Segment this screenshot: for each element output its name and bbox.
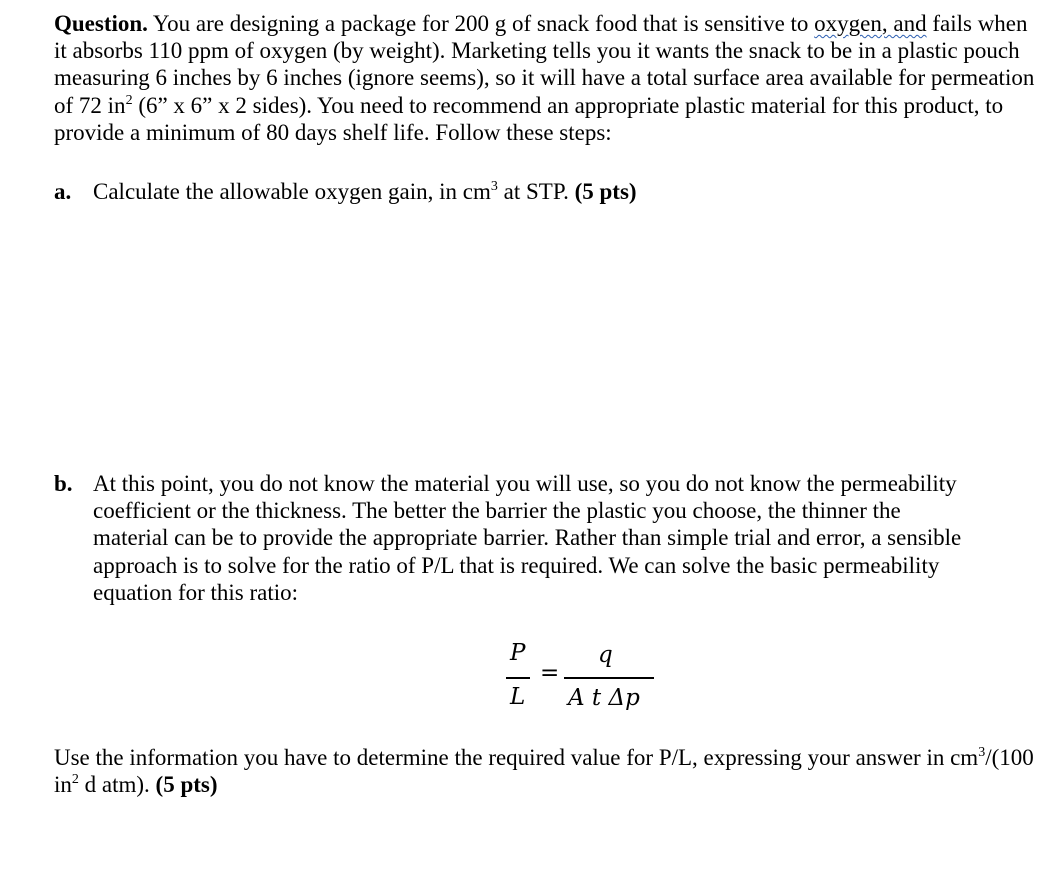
followup-text-3: d atm). [78,772,156,798]
question-text-2: fails when it absorbs 110 ppm of oxygen (by weight). Marketing tells you it wants the snack to be in a plastic pouch measuring 6 inches by 6 inches (ignore seems), so it will have a total surface area available for permeation of 72 in [54,11,1035,118]
followup-points: (5 pts) [155,772,218,798]
part-b [54,470,973,606]
part-a [54,178,1052,205]
equation-a-t-delta-p: A t Δp [568,685,640,711]
spellcheck-underlined-text: oxygen, and [814,11,927,36]
equation-lhs-fraction-bar [506,677,530,679]
question-text-1: You are designing a package for 200 g of snack food that is sensitive to [147,11,815,36]
followup-text-1: Use the information you have to determine the required value for P/L, expressing your answer in cm [54,745,979,770]
part-a-text-1: Calculate the allowable oxygen gain, in cm [93,179,491,204]
followup-text-2: /(100 in [54,745,1034,798]
followup-paragraph [54,744,1044,798]
equation-q: q [598,642,613,668]
superscript-2: 2 [125,92,133,108]
followup-superscript-2: 2 [71,772,79,788]
part-a-points: (5 pts) [574,179,637,204]
question-text-3: (6” x 6” x 2 sides). You need to recommend an appropriate plastic material for this product, to provide a minimum of 80 days shelf life. Follow these steps: [54,92,1004,145]
equation-l: L [510,684,526,710]
equation-p: P [510,640,526,666]
document-page [54,10,1044,605]
question-paragraph [54,10,1044,146]
equation-equals: = [540,660,560,686]
followup-superscript-3: 3 [978,745,986,760]
part-a-marker: a. [54,179,72,204]
superscript-3: 3 [490,179,498,194]
part-b-marker: b. [54,471,73,496]
question-label: Question. [54,11,148,36]
part-a-text-2: at STP. [497,179,575,204]
permeability-equation [456,632,656,722]
equation-rhs-fraction-bar [564,677,654,679]
part-b-text: At this point, you do not know the material you will use, so you do not know the permeability coefficient or the thickness. The better the barrier the plastic you choose, the thinner the material can be to provide the appropriate barrier. Rather than simple trial and error, a sensible approach is to solve for the ratio of P/L that is required. We can solve the basic permeability equation for this ratio: [93,471,962,605]
